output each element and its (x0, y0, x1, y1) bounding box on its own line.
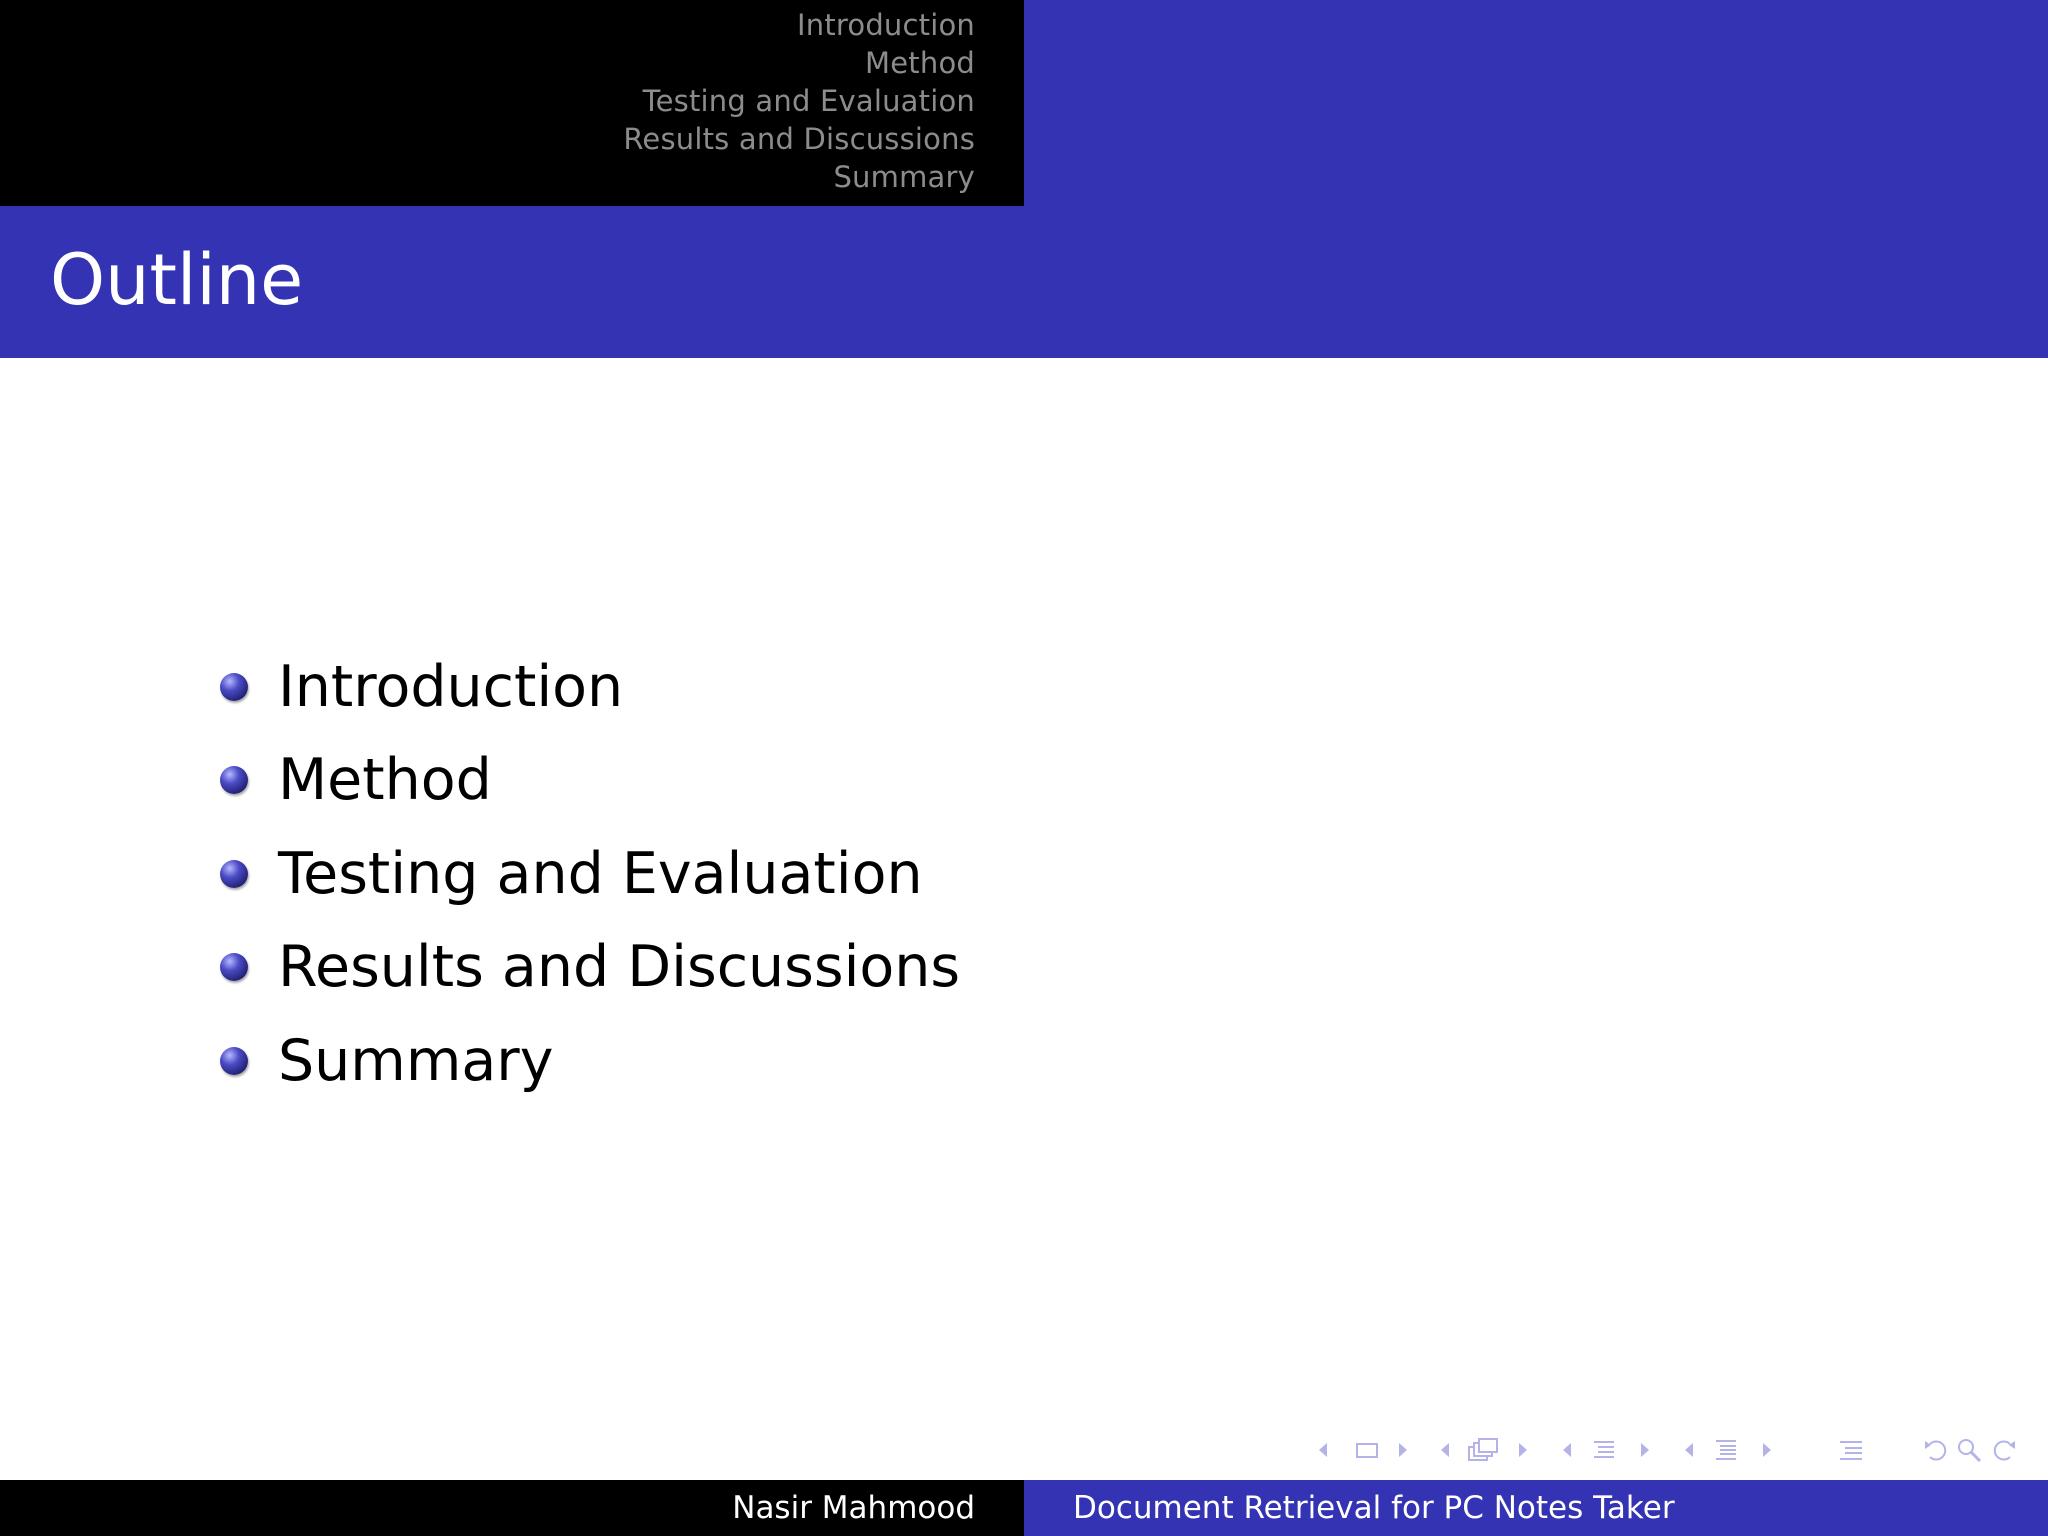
navigation-symbols (1316, 1432, 2036, 1468)
section-link-testing-and-evaluation[interactable]: Testing and Evaluation (642, 84, 975, 118)
footer-right-panel (1024, 1480, 2048, 1536)
back-icon[interactable] (1922, 1432, 1952, 1468)
search-icon[interactable] (1954, 1432, 1984, 1468)
footer-author: Nasir Mahmood (732, 1490, 975, 1526)
prev-section-arrow-icon[interactable] (1560, 1432, 1574, 1468)
toc-item-results-and-discussions[interactable] (220, 921, 960, 1015)
prev-part-arrow-icon[interactable] (1682, 1432, 1696, 1468)
section-link-summary[interactable]: Summary (833, 160, 975, 194)
toc-item-testing-and-evaluation[interactable] (220, 827, 960, 921)
section-navigation (623, 6, 975, 196)
section-link-introduction[interactable]: Introduction (796, 8, 975, 42)
header-right-panel (1024, 0, 2048, 206)
table-of-contents (220, 640, 960, 1108)
prev-frame-arrow-icon[interactable] (1316, 1432, 1330, 1468)
subsection-icon[interactable] (1466, 1432, 1500, 1468)
next-subsection-arrow-icon[interactable] (1516, 1432, 1530, 1468)
frame-title-bar (0, 206, 2048, 358)
toc-item-label: Method (278, 747, 492, 814)
section-icon[interactable] (1590, 1432, 1618, 1468)
next-frame-arrow-icon[interactable] (1396, 1432, 1410, 1468)
toc-item-label: Results and Discussions (278, 934, 961, 1001)
prev-subsection-arrow-icon[interactable] (1438, 1432, 1452, 1468)
frame-title: Outline (50, 239, 304, 321)
ball-bullet-icon (220, 953, 248, 981)
toc-item-label: Introduction (278, 653, 624, 720)
section-link-results-and-discussions[interactable]: Results and Discussions (623, 122, 975, 156)
footer-presentation-title: Document Retrieval for PC Notes Taker (1073, 1490, 1675, 1526)
toc-item-label: Testing and Evaluation (278, 840, 923, 907)
forward-icon[interactable] (1988, 1432, 2018, 1468)
next-part-arrow-icon[interactable] (1760, 1432, 1774, 1468)
ball-bullet-icon (220, 860, 248, 888)
header-left-panel (0, 0, 1024, 206)
ball-bullet-icon (220, 1047, 248, 1075)
toc-item-summary[interactable] (220, 1014, 960, 1108)
toc-item-introduction[interactable] (220, 640, 960, 734)
toc-item-label: Summary (278, 1027, 554, 1094)
part-icon[interactable] (1712, 1432, 1740, 1468)
section-link-method[interactable]: Method (865, 46, 975, 80)
toc-item-method[interactable] (220, 734, 960, 828)
next-section-arrow-icon[interactable] (1638, 1432, 1652, 1468)
document-icon[interactable] (1836, 1432, 1866, 1468)
ball-bullet-icon (220, 766, 248, 794)
frame-icon[interactable] (1354, 1432, 1380, 1468)
ball-bullet-icon (220, 673, 248, 701)
footer-left-panel (0, 1480, 1024, 1536)
